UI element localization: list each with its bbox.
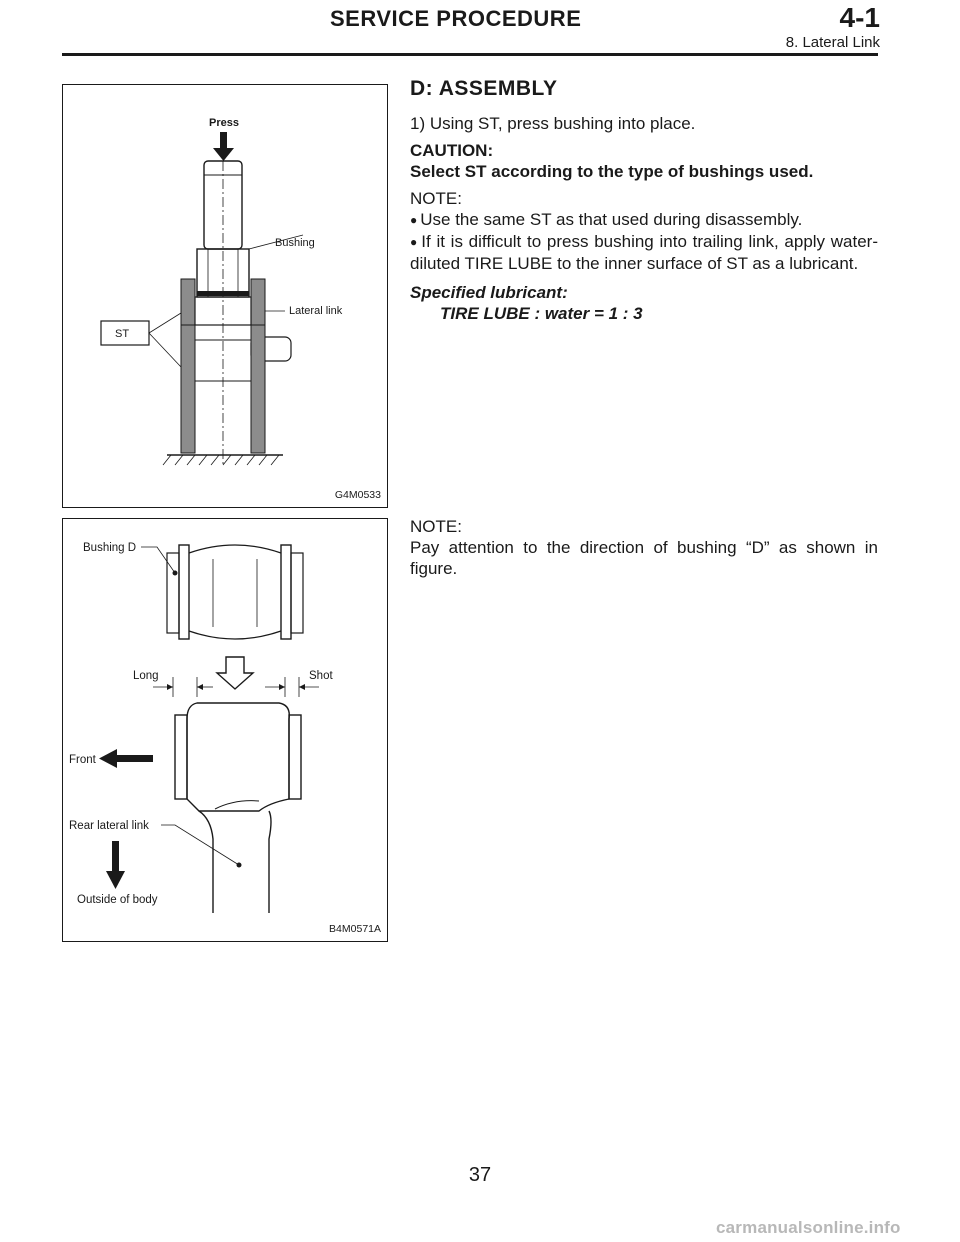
note-item-1-text: Use the same ST as that used during disassembly. [420, 210, 803, 229]
figure-code: B4M0571A [329, 923, 381, 935]
note2-label: NOTE: [410, 517, 462, 536]
label-st: ST [115, 328, 130, 340]
note-item-2-text: If it is difficult to press bushing into trailing link, apply water-diluted TIRE LUBE to the inner surface of ST as a lubricant. [410, 232, 879, 273]
label-press: Press [209, 117, 239, 129]
header-rule [62, 53, 878, 56]
note-label: NOTE: [410, 189, 462, 208]
assembly-section [410, 78, 878, 330]
label-lateral-link: Lateral link [289, 305, 343, 317]
label-bushing-d: Bushing D [83, 542, 137, 554]
figure-press-bushing [62, 84, 388, 508]
lubricant-label: Specified lubricant: [410, 283, 568, 302]
note-item-2 [410, 231, 878, 274]
note2-text: Pay attention to the direction of bushing “D” as shown in figure. [410, 538, 878, 578]
section-title: D: ASSEMBLY [410, 77, 558, 100]
note-item-1 [410, 209, 878, 231]
page-number: 37 [468, 1164, 492, 1186]
label-front: Front [69, 754, 96, 766]
figure-code: G4M0533 [334, 489, 381, 501]
section-number: 4-1 [839, 2, 880, 33]
watermark: carmanualsonline.info [716, 1218, 901, 1237]
header-subtitle: 8. Lateral Link [785, 34, 880, 51]
bushing-direction-illustration [63, 519, 389, 943]
label-rear-lateral-link: Rear lateral link [69, 820, 149, 832]
label-outside-of-body: Outside of body [77, 894, 158, 906]
lubricant-value: TIRE LUBE : water = 1 : 3 [440, 304, 643, 323]
label-shot: Shot [309, 670, 333, 682]
label-bushing: Bushing [275, 237, 315, 249]
header-title: SERVICE PROCEDURE [330, 6, 582, 31]
note-section [410, 516, 878, 585]
caution-text: Select ST according to the type of bushings used. [410, 162, 814, 181]
label-long: Long [133, 670, 159, 682]
press-bushing-illustration [63, 85, 389, 509]
caution-label: CAUTION: [410, 141, 494, 160]
figure-bushing-direction [62, 518, 388, 942]
step-1: 1) Using ST, press bushing into place. [410, 114, 696, 133]
